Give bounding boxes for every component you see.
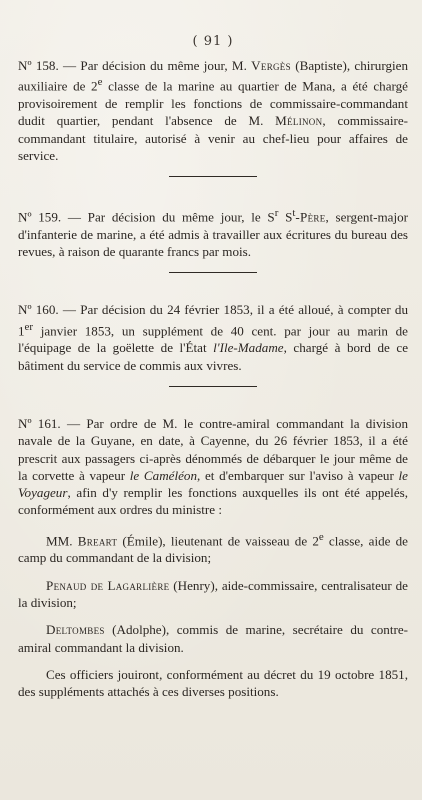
superscript: er — [24, 320, 34, 333]
superscript: e — [97, 76, 103, 89]
entry-158 — [18, 57, 408, 164]
entry-text: , et d'embarquer sur l'aviso à vapeur — [197, 467, 399, 483]
entry-text: , afin d'y remplir les fonctions auxquelles ils ont été appelés, conformément aux ordres du ministre : — [18, 485, 408, 518]
entry-160 — [18, 301, 408, 374]
ship-name: le Voyageur — [18, 467, 408, 501]
person-name: Mélinon — [275, 113, 323, 129]
entry-text: , chargé à bord de ce bâtiment du service de commis aux vivres. — [18, 340, 409, 373]
section-divider — [169, 272, 257, 273]
superscript: e — [318, 530, 324, 543]
entry-text: janvier 1853, un supplément de 40 cent. par jour au marin de l'équipage de la goëlette de l'État — [18, 323, 408, 356]
entry-text: classe de la marine au quartier de Mana, a été chargé provisoirement de remplir les fonctions de commissaire-commandant dudit quartier, pendant l'absence de M. — [18, 78, 408, 129]
entry-text: — Par ordre de M. le contre-amiral commandant la division navale de la Guyane, en date, à Cayenne, du 26 février 1853, il a été prescrit aux passagers ci-après dénommés de débarquer le jour même de la corvette à vapeur — [18, 415, 408, 483]
page-number: ( 91 ) — [192, 34, 234, 49]
person-name: -Père — [295, 209, 326, 225]
ship-name: l'Ile-Madame — [213, 340, 284, 356]
entry-text: (Adolphe), commis de marine, secrétaire du contre-amiral commandant la division. — [18, 622, 408, 655]
entry-text: (Henry), aide-commissaire, centralisateur de la division; — [18, 577, 408, 610]
section-divider — [169, 176, 257, 177]
person-name: Breart — [77, 533, 118, 549]
sub-entry-penaud — [18, 577, 408, 612]
person-name: Vergès — [251, 58, 291, 73]
entry-number: Nº 160. — [18, 302, 59, 318]
entry-number: Nº 159. — [18, 209, 62, 225]
person-name: Deltombes — [46, 622, 105, 638]
section-divider — [169, 386, 257, 387]
entry-text: — Par décision du même jour, M. — [58, 58, 252, 73]
entry-text: S — [278, 209, 293, 225]
entry-text: — Par décision du 24 février 1853, il a été alloué, à compter du 1 — [18, 302, 408, 339]
person-name: Penaud de Lagarlière — [46, 577, 170, 593]
entry-text: (Émile), lieutenant de vaisseau de 2 — [117, 533, 319, 549]
closing-paragraph: Ces officiers jouiront, conformément au décret du 19 octobre 1851, des suppléments attachés à ces diverses positions. — [18, 666, 408, 700]
ship-name: le Caméléon — [129, 467, 198, 483]
entry-text: , commissaire-commandant titulaire, autorisé à venir au chef-lieu pour affaires de service. — [18, 113, 408, 163]
entry-number: Nº 161. — [18, 415, 61, 431]
sub-entry-deltombes — [18, 621, 408, 656]
entry-text: (Baptiste), chirurgien auxiliaire de 2 — [18, 58, 408, 94]
superscript: t — [292, 207, 296, 220]
entry-159 — [18, 205, 408, 260]
entry-161 — [18, 415, 408, 519]
entry-text: — Par décision du même jour, le S — [61, 209, 275, 225]
sub-entry-breart — [18, 529, 408, 567]
entry-text: classe, aide de camp du commandant de la division; — [18, 533, 408, 566]
entry-text: , sergent-major d'infanterie de marine, a été admis à travailler aux écritures du bureau des revues, à raison de quarante francs par mois. — [18, 209, 408, 260]
entry-number: Nº 158. — [18, 58, 59, 73]
entry-text: MM. — [46, 533, 78, 549]
superscript: r — [274, 207, 279, 220]
